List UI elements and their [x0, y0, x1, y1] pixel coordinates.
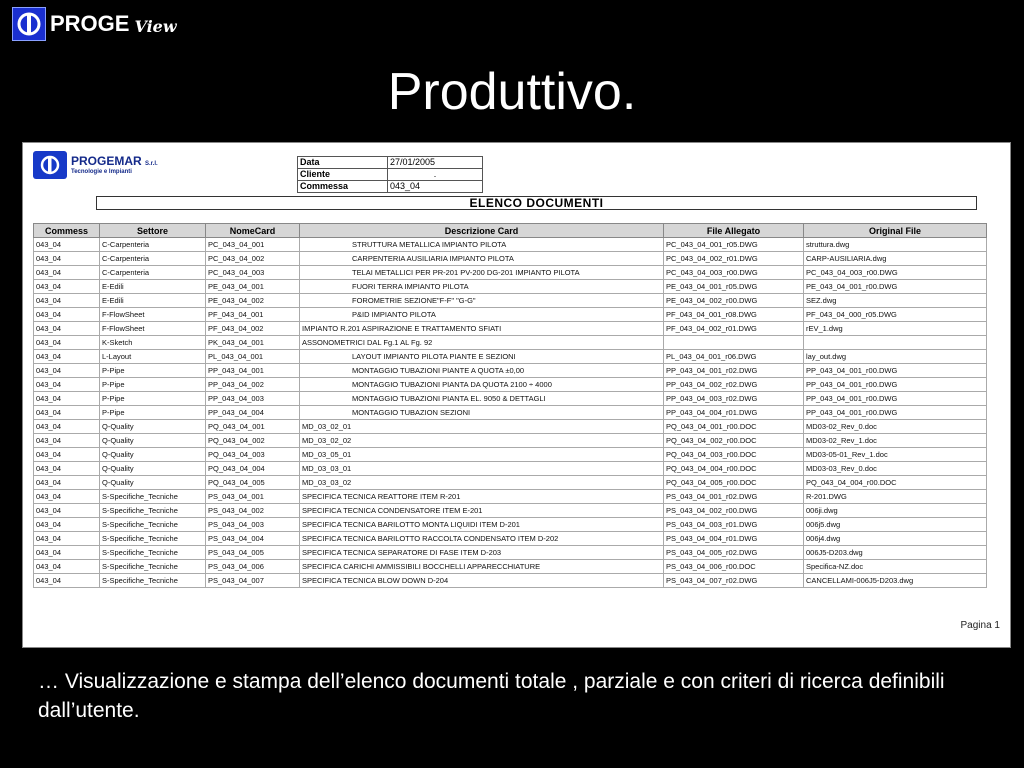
document-meta: [297, 156, 483, 193]
cell-nomecard: PQ_043_04_004: [206, 462, 300, 476]
company-suffix: S.r.l.: [145, 161, 158, 167]
cell-original-file: 006ji.dwg: [804, 504, 987, 518]
company-name: PROGEMAR S.r.l.: [71, 154, 158, 168]
cell-file-allegato: PQ_043_04_002_r00.DOC: [664, 434, 804, 448]
table-row[interactable]: [34, 532, 987, 546]
cell-commessa: 043_04: [34, 280, 100, 294]
cell-file-allegato: PE_043_04_002_r00.DWG: [664, 294, 804, 308]
cell-nomecard: PE_043_04_002: [206, 294, 300, 308]
cell-descrizione: SPECIFICA TECNICA SEPARATORE DI FASE ITEM D-203: [300, 546, 664, 560]
cell-commessa: 043_04: [34, 238, 100, 252]
cell-nomecard: PQ_043_04_003: [206, 448, 300, 462]
company-subtitle: Tecnologie e Impianti: [71, 169, 132, 175]
cell-descrizione: SPECIFICA TECNICA CONDENSATORE ITEM E-201: [300, 504, 664, 518]
cell-file-allegato: PS_043_04_001_r02.DWG: [664, 490, 804, 504]
cell-settore: Q-Quality: [100, 476, 206, 490]
table-row[interactable]: [34, 322, 987, 336]
cell-nomecard: PC_043_04_001: [206, 238, 300, 252]
cell-commessa: 043_04: [34, 364, 100, 378]
meta-commessa-value: 043_04: [388, 181, 483, 193]
table-row[interactable]: [34, 238, 987, 252]
cell-settore: S-Specifiche_Tecniche: [100, 504, 206, 518]
cell-file-allegato: PC_043_04_001_r05.DWG: [664, 238, 804, 252]
cell-descrizione: MD_03_02_01: [300, 420, 664, 434]
cell-settore: P-Pipe: [100, 406, 206, 420]
cell-file-allegato: PC_043_04_003_r00.DWG: [664, 266, 804, 280]
cell-nomecard: PL_043_04_001: [206, 350, 300, 364]
cell-descrizione: STRUTTURA METALLICA IMPIANTO PILOTA: [300, 238, 664, 252]
cell-descrizione: SPECIFICA TECNICA REATTORE ITEM R-201: [300, 490, 664, 504]
table-row[interactable]: [34, 476, 987, 490]
cell-nomecard: PS_043_04_005: [206, 546, 300, 560]
company-info: [71, 154, 158, 175]
table-row[interactable]: [34, 280, 987, 294]
cell-commessa: 043_04: [34, 546, 100, 560]
cell-commessa: 043_04: [34, 392, 100, 406]
cell-nomecard: PQ_043_04_001: [206, 420, 300, 434]
cell-settore: C-Carpenteria: [100, 238, 206, 252]
cell-descrizione: MONTAGGIO TUBAZIONI PIANTA EL. 9050 & DETTAGLI: [300, 392, 664, 406]
cell-commessa: 043_04: [34, 336, 100, 350]
cell-nomecard: PF_043_04_001: [206, 308, 300, 322]
cell-file-allegato: PE_043_04_001_r05.DWG: [664, 280, 804, 294]
cell-nomecard: PP_043_04_003: [206, 392, 300, 406]
cell-descrizione: P&ID IMPIANTO PILOTA: [300, 308, 664, 322]
cell-file-allegato: [664, 336, 804, 350]
cell-commessa: 043_04: [34, 574, 100, 588]
cell-nomecard: PQ_043_04_005: [206, 476, 300, 490]
cell-original-file: MD03-03_Rev_0.doc: [804, 462, 987, 476]
cell-descrizione: MONTAGGIO TUBAZIONI PIANTE A QUOTA ±0,00: [300, 364, 664, 378]
cell-descrizione: SPECIFICA TECNICA BARILOTTO MONTA LIQUIDI ITEM D-201: [300, 518, 664, 532]
cell-file-allegato: PS_043_04_004_r01.DWG: [664, 532, 804, 546]
cell-file-allegato: PQ_043_04_004_r00.DOC: [664, 462, 804, 476]
table-row[interactable]: [34, 308, 987, 322]
cell-file-allegato: PS_043_04_005_r02.DWG: [664, 546, 804, 560]
cell-original-file: MD03-02_Rev_1.doc: [804, 434, 987, 448]
cell-commessa: 043_04: [34, 448, 100, 462]
table-row[interactable]: [34, 266, 987, 280]
cell-commessa: 043_04: [34, 518, 100, 532]
cell-settore: P-Pipe: [100, 392, 206, 406]
cell-file-allegato: PP_043_04_003_r02.DWG: [664, 392, 804, 406]
meta-data-value: 27/01/2005: [388, 157, 483, 169]
cell-settore: K-Sketch: [100, 336, 206, 350]
cell-file-allegato: PQ_043_04_003_r00.DOC: [664, 448, 804, 462]
cell-commessa: 043_04: [34, 532, 100, 546]
cell-commessa: 043_04: [34, 252, 100, 266]
cell-descrizione: SPECIFICA CARICHI AMMISSIBILI BOCCHELLI APPARECCHIATURE: [300, 560, 664, 574]
table-row[interactable]: [34, 434, 987, 448]
cell-original-file: CANCELLAMI-006J5-D203.dwg: [804, 574, 987, 588]
cell-file-allegato: PS_043_04_002_r00.DWG: [664, 504, 804, 518]
cell-original-file: CARP-AUSILIARIA.dwg: [804, 252, 987, 266]
cell-file-allegato: PF_043_04_001_r08.DWG: [664, 308, 804, 322]
cell-descrizione: MONTAGGIO TUBAZIONI PIANTA DA QUOTA 2100 ÷ 4000: [300, 378, 664, 392]
cell-nomecard: PS_043_04_001: [206, 490, 300, 504]
cell-nomecard: PE_043_04_001: [206, 280, 300, 294]
cell-original-file: lay_out.dwg: [804, 350, 987, 364]
cell-file-allegato: PP_043_04_001_r02.DWG: [664, 364, 804, 378]
cell-settore: E-Edili: [100, 294, 206, 308]
cell-settore: F-FlowSheet: [100, 308, 206, 322]
proge-logo-icon: [12, 7, 46, 41]
table-row[interactable]: [34, 462, 987, 476]
cell-file-allegato: PC_043_04_002_r01.DWG: [664, 252, 804, 266]
cell-settore: P-Pipe: [100, 378, 206, 392]
cell-descrizione: MD_03_05_01: [300, 448, 664, 462]
documents-table: [33, 223, 987, 588]
cell-original-file: 006j4.dwg: [804, 532, 987, 546]
cell-descrizione: ASSONOMETRICI DAL Fg.1 AL Fg. 92: [300, 336, 664, 350]
cell-original-file: MD03-05-01_Rev_1.doc: [804, 448, 987, 462]
meta-cliente-value: .: [388, 169, 483, 181]
cell-commessa: 043_04: [34, 378, 100, 392]
meta-cliente-label: Cliente: [298, 169, 388, 181]
cell-settore: S-Specifiche_Tecniche: [100, 518, 206, 532]
table-header-row: [34, 224, 987, 238]
cell-nomecard: PS_043_04_004: [206, 532, 300, 546]
table-row[interactable]: [34, 518, 987, 532]
cell-commessa: 043_04: [34, 490, 100, 504]
cell-commessa: 043_04: [34, 434, 100, 448]
table-row[interactable]: [34, 546, 987, 560]
cell-descrizione: SPECIFICA TECNICA BLOW DOWN D-204: [300, 574, 664, 588]
cell-original-file: PP_043_04_001_r00.DWG: [804, 392, 987, 406]
meta-commessa-label: Commessa: [298, 181, 388, 193]
col-header-commessa: Commess: [34, 224, 100, 238]
cell-settore: C-Carpenteria: [100, 252, 206, 266]
slide-caption: … Visualizzazione e stampa dell’elenco documenti totale , parziale e con criteri di ricerca definibili dall’utente.: [38, 670, 945, 722]
cell-file-allegato: PP_043_04_004_r01.DWG: [664, 406, 804, 420]
list-title: ELENCO DOCUMENTI: [96, 196, 977, 210]
cell-settore: L-Layout: [100, 350, 206, 364]
cell-descrizione: MD_03_02_02: [300, 434, 664, 448]
cell-settore: S-Specifiche_Tecniche: [100, 490, 206, 504]
cell-original-file: PQ_043_04_004_r00.DOC: [804, 476, 987, 490]
table-row[interactable]: [34, 392, 987, 406]
cell-settore: Q-Quality: [100, 462, 206, 476]
table-row[interactable]: [34, 504, 987, 518]
company-logo: [33, 151, 158, 179]
brand-logo: [12, 6, 177, 42]
table-row[interactable]: [34, 294, 987, 308]
table-row[interactable]: [34, 490, 987, 504]
cell-settore: F-FlowSheet: [100, 322, 206, 336]
cell-settore: Q-Quality: [100, 448, 206, 462]
brand-name: PROGE: [50, 11, 130, 36]
progemar-logo-icon: [33, 151, 67, 179]
slide-title: Produttivo.: [387, 63, 637, 121]
cell-descrizione: FOROMETRIE SEZIONE"F-F" "G-G": [300, 294, 664, 308]
cell-original-file: PP_043_04_001_r00.DWG: [804, 364, 987, 378]
cell-settore: S-Specifiche_Tecniche: [100, 546, 206, 560]
cell-nomecard: PS_043_04_002: [206, 504, 300, 518]
cell-descrizione: IMPIANTO R.201 ASPIRAZIONE E TRATTAMENTO SFIATI: [300, 322, 664, 336]
document-page: [22, 142, 1011, 648]
cell-nomecard: PS_043_04_006: [206, 560, 300, 574]
table-row[interactable]: [34, 336, 987, 350]
cell-descrizione: SPECIFICA TECNICA BARILOTTO RACCOLTA CONDENSATO ITEM D-202: [300, 532, 664, 546]
cell-settore: S-Specifiche_Tecniche: [100, 574, 206, 588]
cell-original-file: 006J5-D203.dwg: [804, 546, 987, 560]
cell-original-file: PC_043_04_003_r00.DWG: [804, 266, 987, 280]
cell-settore: S-Specifiche_Tecniche: [100, 532, 206, 546]
table-row[interactable]: [34, 378, 987, 392]
cell-settore: E-Edili: [100, 280, 206, 294]
cell-nomecard: PC_043_04_003: [206, 266, 300, 280]
cell-original-file: PP_043_04_001_r00.DWG: [804, 378, 987, 392]
page-number: Pagina 1: [960, 620, 1000, 631]
cell-commessa: 043_04: [34, 294, 100, 308]
col-header-nomecard: NomeCard: [206, 224, 300, 238]
cell-file-allegato: PP_043_04_002_r02.DWG: [664, 378, 804, 392]
cell-settore: S-Specifiche_Tecniche: [100, 560, 206, 574]
cell-settore: C-Carpenteria: [100, 266, 206, 280]
col-header-original-file: Original File: [804, 224, 987, 238]
cell-original-file: rEV_1.dwg: [804, 322, 987, 336]
table-row[interactable]: [34, 448, 987, 462]
cell-original-file: R-201.DWG: [804, 490, 987, 504]
col-header-descrizione: Descrizione Card: [300, 224, 664, 238]
cell-original-file: Specifica-NZ.doc: [804, 560, 987, 574]
cell-settore: Q-Quality: [100, 434, 206, 448]
cell-original-file: PP_043_04_001_r00.DWG: [804, 406, 987, 420]
table-row[interactable]: [34, 560, 987, 574]
cell-nomecard: PF_043_04_002: [206, 322, 300, 336]
cell-commessa: 043_04: [34, 560, 100, 574]
cell-commessa: 043_04: [34, 266, 100, 280]
cell-nomecard: PS_043_04_007: [206, 574, 300, 588]
col-header-file-allegato: File Allegato: [664, 224, 804, 238]
cell-commessa: 043_04: [34, 476, 100, 490]
meta-data-label: Data: [298, 157, 388, 169]
cell-original-file: PF_043_04_000_r05.DWG: [804, 308, 987, 322]
table-row[interactable]: [34, 574, 987, 588]
cell-original-file: 006j5.dwg: [804, 518, 987, 532]
cell-file-allegato: PQ_043_04_001_r00.DOC: [664, 420, 804, 434]
cell-original-file: struttura.dwg: [804, 238, 987, 252]
cell-nomecard: PQ_043_04_002: [206, 434, 300, 448]
cell-commessa: 043_04: [34, 504, 100, 518]
cell-commessa: 043_04: [34, 350, 100, 364]
table-row[interactable]: [34, 406, 987, 420]
cell-settore: Q-Quality: [100, 420, 206, 434]
table-row[interactable]: [34, 420, 987, 434]
table-row[interactable]: [34, 252, 987, 266]
cell-nomecard: PP_043_04_001: [206, 364, 300, 378]
cell-descrizione: MONTAGGIO TUBAZION SEZIONI: [300, 406, 664, 420]
cell-file-allegato: PF_043_04_002_r01.DWG: [664, 322, 804, 336]
cell-descrizione: LAYOUT IMPIANTO PILOTA PIANTE E SEZIONI: [300, 350, 664, 364]
cell-commessa: 043_04: [34, 462, 100, 476]
col-header-settore: Settore: [100, 224, 206, 238]
cell-nomecard: PP_043_04_002: [206, 378, 300, 392]
table-row[interactable]: [34, 350, 987, 364]
cell-nomecard: PK_043_04_001: [206, 336, 300, 350]
cell-descrizione: TELAI METALLICI PER PR-201 PV-200 DG-201 IMPIANTO PILOTA: [300, 266, 664, 280]
cell-file-allegato: PQ_043_04_005_r00.DOC: [664, 476, 804, 490]
cell-original-file: [804, 336, 987, 350]
cell-file-allegato: PL_043_04_001_r06.DWG: [664, 350, 804, 364]
cell-original-file: SEZ.dwg: [804, 294, 987, 308]
cell-original-file: PE_043_04_001_r00.DWG: [804, 280, 987, 294]
cell-descrizione: MD_03_03_01: [300, 462, 664, 476]
cell-file-allegato: PS_043_04_003_r01.DWG: [664, 518, 804, 532]
cell-original-file: MD03-02_Rev_0.doc: [804, 420, 987, 434]
cell-commessa: 043_04: [34, 406, 100, 420]
cell-descrizione: MD_03_03_02: [300, 476, 664, 490]
cell-descrizione: FUORI TERRA IMPIANTO PILOTA: [300, 280, 664, 294]
cell-nomecard: PS_043_04_003: [206, 518, 300, 532]
cell-descrizione: CARPENTERIA AUSILIARIA IMPIANTO PILOTA: [300, 252, 664, 266]
cell-nomecard: PP_043_04_004: [206, 406, 300, 420]
cell-file-allegato: PS_043_04_007_r02.DWG: [664, 574, 804, 588]
cell-commessa: 043_04: [34, 420, 100, 434]
cell-nomecard: PC_043_04_002: [206, 252, 300, 266]
cell-commessa: 043_04: [34, 322, 100, 336]
cell-file-allegato: PS_043_04_006_r00.DOC: [664, 560, 804, 574]
cell-settore: P-Pipe: [100, 364, 206, 378]
table-row[interactable]: [34, 364, 987, 378]
brand-sub: View: [134, 16, 177, 36]
cell-commessa: 043_04: [34, 308, 100, 322]
